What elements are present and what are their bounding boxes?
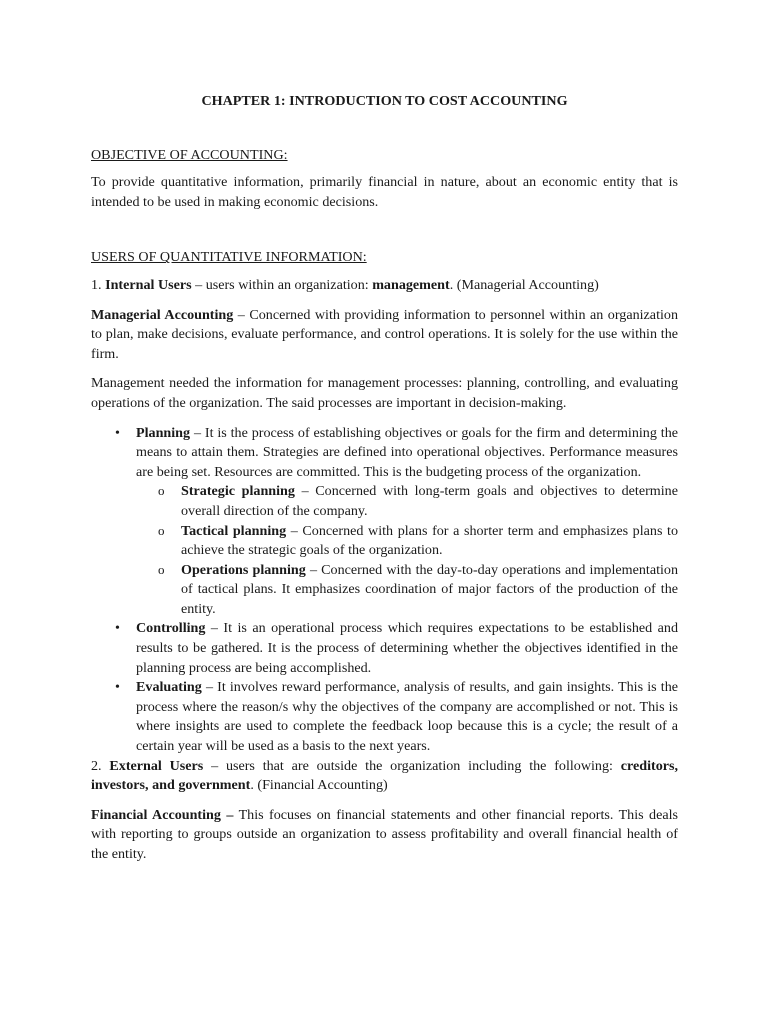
financial-accounting-para [91,806,678,865]
strategic-planning-term: Strategic planning [181,483,295,500]
tactical-planning-term: Tactical planning [181,522,287,539]
external-users-line [91,757,678,796]
financial-accounting-term: Financial Accounting – [91,806,234,823]
management-processes-para: Management needed the information for management processes: planning, controlling, and evaluating operations of the organization. The said processes are important in decision-making. [91,375,678,411]
circle-bullet-icon: o [158,522,165,538]
circle-bullet-icon: o [158,483,165,499]
bullet-icon: • [115,680,120,696]
users-heading: USERS OF QUANTITATIVE INFORMATION: [91,249,367,266]
operations-planning-text: – Concerned with the day-to-day operations and implementation of tactical plans. It emphasizes coordination of major factors of the production of the entity. [181,561,678,617]
operations-planning-term: Operations planning [181,561,306,578]
internal-users-line [91,276,678,296]
management-process-list [91,424,678,757]
evaluating-term: Evaluating [136,679,202,696]
internal-users-tail: . (Managerial Accounting) [449,276,599,293]
tactical-planning-text: – Concerned with plans for a shorter term and emphasizes plans to achieve the strategic goals of the organization. [181,522,678,559]
external-users-term: External Users [109,757,204,774]
internal-number: 1. [91,276,106,293]
list-item-operations-planning [136,561,678,620]
internal-users-term: Internal Users [105,276,192,293]
chapter-title: CHAPTER 1: INTRODUCTION TO COST ACCOUNTING [201,93,568,109]
list-item-tactical-planning [136,522,678,561]
planning-text: – It is the process of establishing objectives or goals for the firm and determining the means to attain them. Strategies are defined into operational objectives. Performance measures are being set. Resources are committed. This is the budgeting process of the organization. [136,424,678,480]
objective-heading: OBJECTIVE OF ACCOUNTING: [91,146,288,163]
managerial-accounting-text: – Concerned with providing information to personnel within an organization to plan, make decisions, evaluate performance, and control operations. It is solely for the use within the firm. [91,306,678,362]
managerial-accounting-para [91,306,678,365]
external-users-desc: – users that are outside the organization including the following: [203,757,621,774]
internal-users-desc: – users within an organization: [191,276,373,293]
controlling-term: Controlling [136,620,206,637]
management-term: management [372,276,450,293]
managerial-accounting-term: Managerial Accounting [91,306,234,323]
list-item-planning [91,424,678,620]
strategic-planning-text: – Concerned with long-term goals and objectives to determine overall direction of the company. [181,483,678,519]
external-parties-term: creditors, investors, and government [91,757,679,794]
list-item-evaluating [91,678,678,756]
external-number: 2. [91,757,110,774]
planning-term: Planning [136,424,191,441]
evaluating-text: – It involves reward performance, analysis of results, and gain insights. This is the process where the reason/s why the objectives of the company are accomplished or not. This is where insights are used to complete the feedback loop because this is a cycle; the result of a certain year will be used as a basis to the next years. [136,679,678,755]
controlling-text: – It is an operational process which requires expectations to be established and results to be gathered. It is the process of determining whether the objectives identified in the planning process are being accomplished. [136,620,678,676]
financial-accounting-text: This focuses on financial statements and other financial reports. This deals with reporting to groups outside an organization to assess profitability and overall financial health of the entity. [91,806,678,862]
circle-bullet-icon: o [158,561,165,577]
objective-text: To provide quantitative information, primarily financial in nature, about an economic entity that is intended to be used in making economic decisions. [91,174,678,210]
bullet-icon: • [115,425,120,441]
bullet-icon: • [115,621,120,637]
list-item-strategic-planning [136,482,678,521]
planning-sub-list [136,482,678,619]
external-users-tail: . (Financial Accounting) [250,777,388,794]
list-item-controlling [91,619,678,678]
